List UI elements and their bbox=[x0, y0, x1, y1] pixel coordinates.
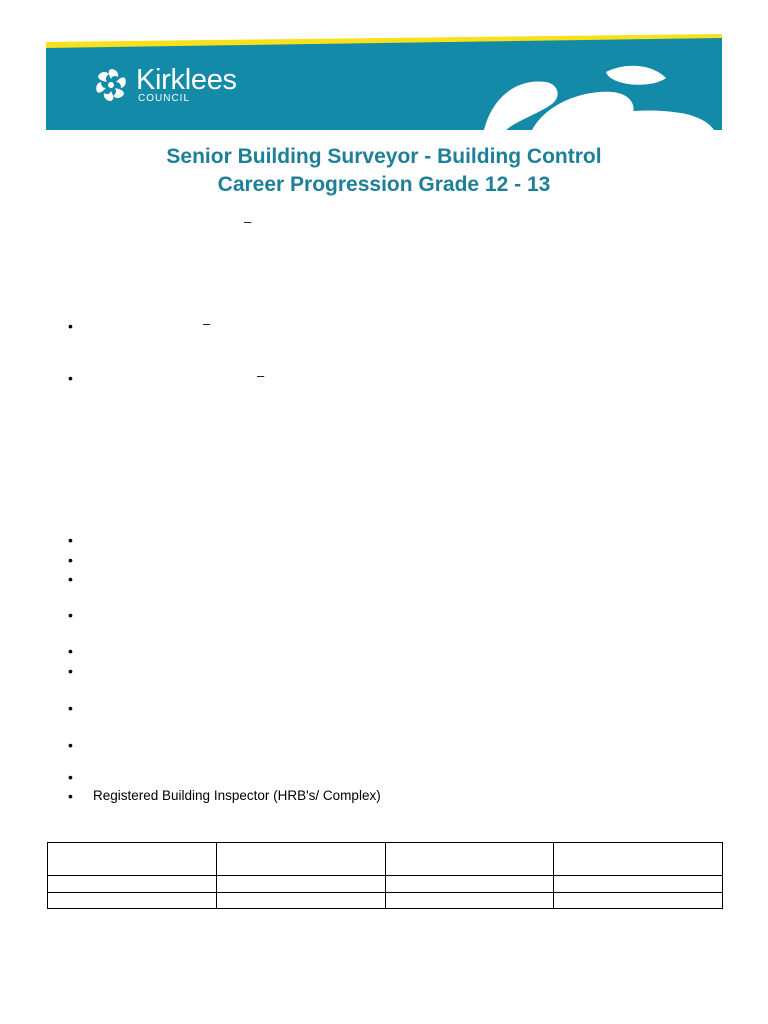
document-title: Senior Building Surveyor - Building Control bbox=[166, 145, 602, 168]
table-cell bbox=[48, 876, 217, 893]
table-cell bbox=[385, 893, 554, 909]
table-cell bbox=[385, 876, 554, 893]
bullet-marker: • bbox=[68, 663, 73, 679]
table-cell bbox=[554, 876, 723, 893]
table-cell bbox=[216, 843, 385, 876]
table-cell bbox=[216, 876, 385, 893]
logo-subtitle: COUNCIL bbox=[138, 92, 191, 104]
bullet-marker: • bbox=[68, 643, 73, 659]
table-cell bbox=[554, 843, 723, 876]
table-cell bbox=[48, 843, 217, 876]
progression-table bbox=[47, 842, 723, 909]
bullet-marker: • bbox=[68, 737, 73, 753]
logo-name: Kirklees bbox=[136, 63, 237, 96]
document-subtitle: Career Progression Grade 12 - 13 bbox=[217, 173, 551, 196]
table-row bbox=[48, 843, 723, 876]
bullet-marker: • bbox=[68, 788, 73, 804]
bullet-marker: • bbox=[68, 700, 73, 716]
bullet-marker: • bbox=[68, 769, 73, 785]
table-row bbox=[48, 876, 723, 893]
swirl-logo-icon bbox=[92, 66, 130, 104]
dash-mark: – bbox=[257, 368, 265, 383]
table-cell bbox=[48, 893, 217, 909]
bullet-marker: • bbox=[68, 532, 73, 548]
dash-mark: – bbox=[244, 214, 252, 229]
dash-mark: – bbox=[203, 316, 211, 331]
bullet-marker: • bbox=[68, 370, 73, 386]
bullet-marker: • bbox=[68, 571, 73, 587]
kirklees-logo bbox=[92, 63, 237, 104]
bullet-marker: • bbox=[68, 552, 73, 568]
table-cell bbox=[216, 893, 385, 909]
table-cell bbox=[554, 893, 723, 909]
list-item: Registered Building Inspector (HRB's/ Complex) bbox=[93, 788, 381, 803]
table-cell bbox=[385, 843, 554, 876]
table-row bbox=[48, 893, 723, 909]
bullet-marker: • bbox=[68, 318, 73, 334]
bullet-marker: • bbox=[68, 607, 73, 623]
